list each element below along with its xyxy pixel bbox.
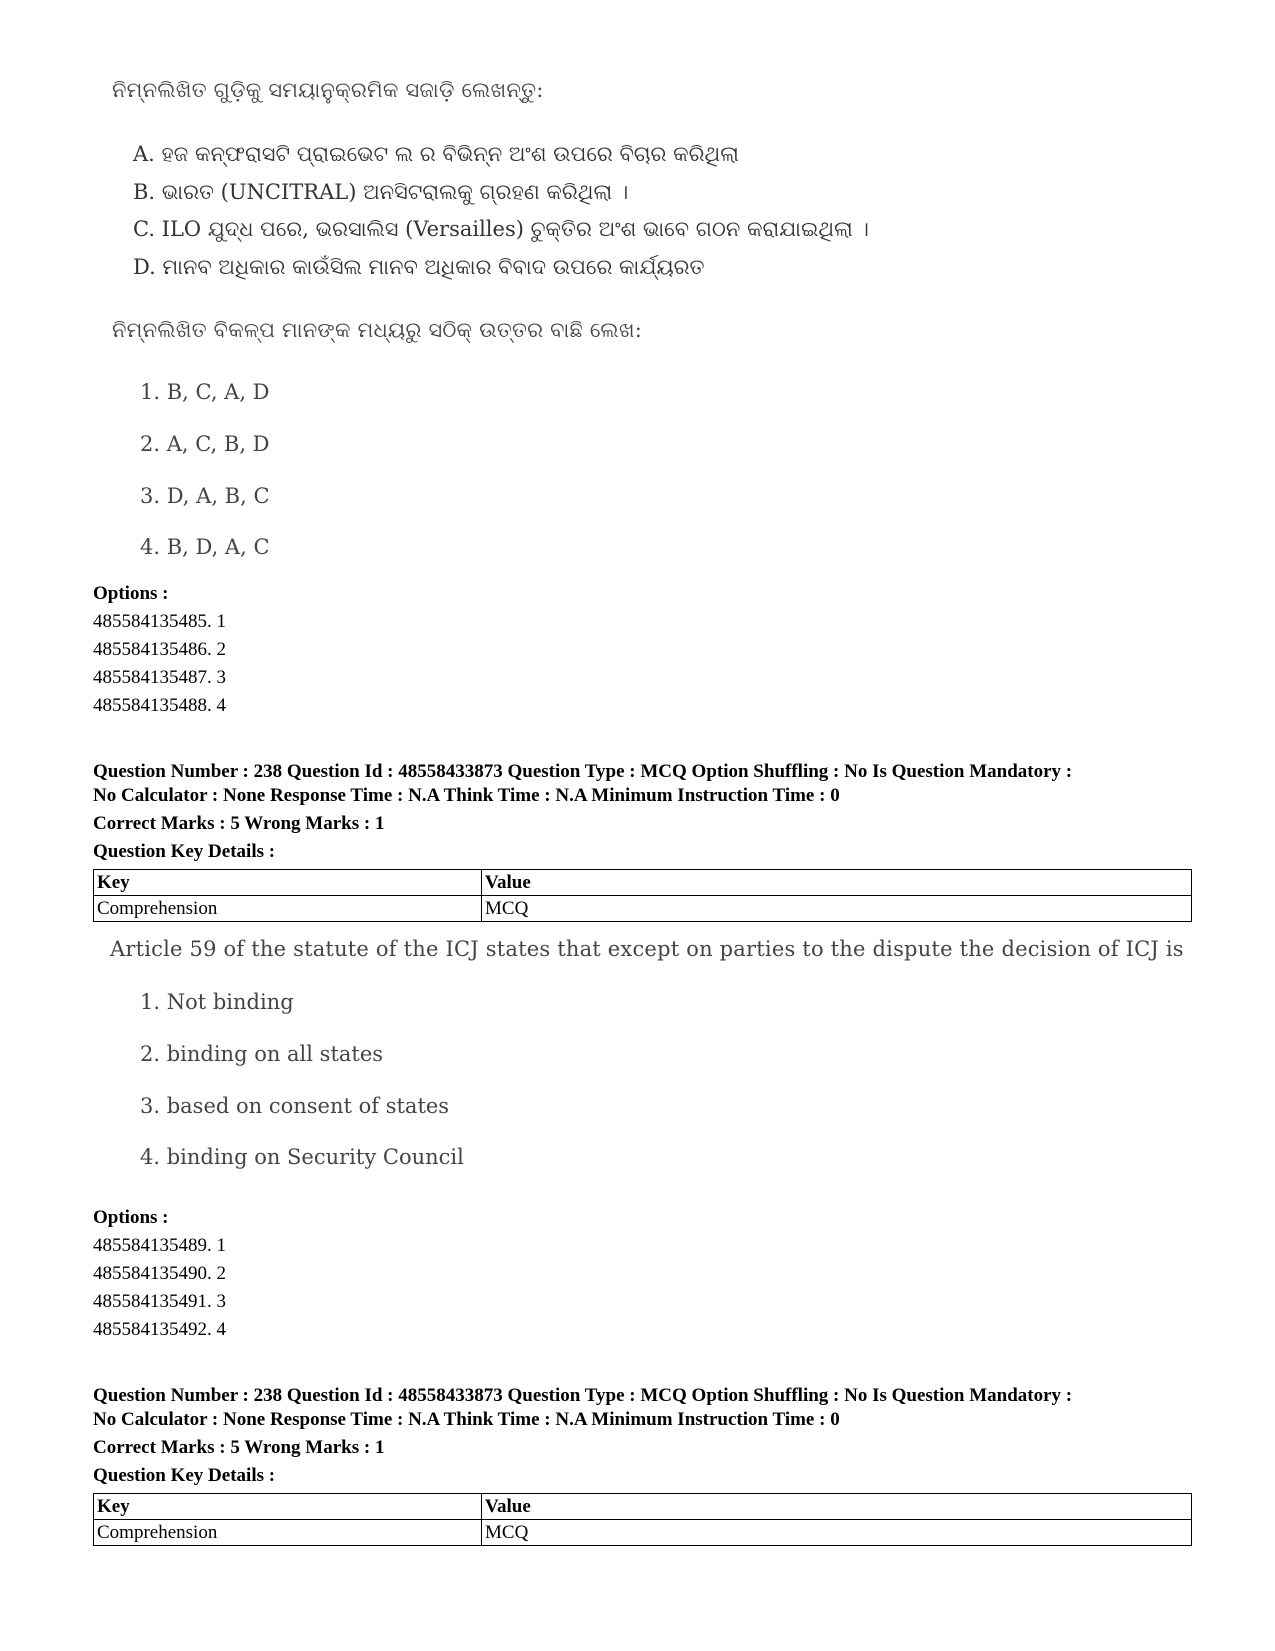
key-details-table-2 xyxy=(93,1493,1192,1546)
choice-4: 4. binding on Security Council xyxy=(140,1145,464,1169)
question-image-1 xyxy=(0,0,1275,560)
marks-line: Correct Marks : 5 Wrong Marks : 1 xyxy=(93,813,385,834)
options-heading: Options : xyxy=(93,1207,169,1228)
option-item: 485584135488. 4 xyxy=(93,695,226,716)
choice-2: 2. A, C, B, D xyxy=(140,432,270,456)
choice-2: 2. binding on all states xyxy=(140,1042,384,1066)
option-item: 485584135487. 3 xyxy=(93,667,226,688)
statement-d: D. ମାନବ ଅଧିକାର କାଉଁସିଲ ମାନବ ଅଧିକାର ବିବାଦ ଉପରେ କାର୍ଯ୍ୟରତ xyxy=(133,255,705,279)
choice-4: 4. B, D, A, C xyxy=(140,535,270,559)
key-details-heading: Question Key Details : xyxy=(93,1465,276,1486)
option-item: 485584135489. 1 xyxy=(93,1235,226,1256)
question-stem: ନିମ୍ନଲିଖିତ ଗୁଡ଼ିକୁ ସମୟାନୁକ୍ରମିକ ସଜାଡ଼ି ଲେଖନ୍ତୁ: xyxy=(112,78,544,102)
table-header-value: Value xyxy=(482,1494,1192,1520)
question-stem: Article 59 of the statute of the ICJ states that except on parties to the dispute the decision of ICJ is xyxy=(110,937,1184,961)
table-cell-key: Comprehension xyxy=(94,1520,482,1546)
choice-1: 1. Not binding xyxy=(140,990,294,1014)
table-header-value: Value xyxy=(482,870,1192,896)
table-cell-key: Comprehension xyxy=(94,896,482,922)
question-instruction: ନିମ୍ନଲିଖିତ ବିକଳ୍ପ ମାନଙ୍କ ମଧ୍ୟରୁ ସଠିକ୍ ଉତ୍ତର ବାଛି ଲେଖ: xyxy=(112,318,643,342)
choice-3: 3. based on consent of states xyxy=(140,1094,450,1118)
meta-line-2: No Calculator : None Response Time : N.A Think Time : N.A Minimum Instruction Time : 0 xyxy=(93,1409,840,1430)
meta-line-2: No Calculator : None Response Time : N.A Think Time : N.A Minimum Instruction Time : 0 xyxy=(93,785,840,806)
options-block-1 xyxy=(93,582,226,718)
table-header-key: Key xyxy=(94,870,482,896)
option-item: 485584135486. 2 xyxy=(93,639,226,660)
marks-line: Correct Marks : 5 Wrong Marks : 1 xyxy=(93,1437,385,1458)
options-heading: Options : xyxy=(93,583,169,604)
meta-line-1: Question Number : 238 Question Id : 48558433873 Question Type : MCQ Option Shuffling : No Is Question Mandatory : xyxy=(93,761,1073,782)
table-cell-value: MCQ xyxy=(482,896,1192,922)
statement-b: B. ଭାରତ (UNCITRAL) ଅନସିଟରାଲକୁ ଗ୍ରହଣ କରିଥିଲା । xyxy=(133,180,629,204)
choice-1: 1. B, C, A, D xyxy=(140,380,270,404)
question-meta-2 xyxy=(93,1384,1213,1488)
key-details-heading: Question Key Details : xyxy=(93,841,276,862)
table-header-key: Key xyxy=(94,1494,482,1520)
option-item: 485584135490. 2 xyxy=(93,1263,226,1284)
option-item: 485584135492. 4 xyxy=(93,1319,226,1340)
meta-line-1: Question Number : 238 Question Id : 48558433873 Question Type : MCQ Option Shuffling : No Is Question Mandatory : xyxy=(93,1385,1073,1406)
question-image-2 xyxy=(0,930,1275,1180)
statement-c: C. ILO ଯୁଦ୍ଧ ପରେ, ଭରସାଲିସ (Versailles) ଚୁକ୍ତିର ଅଂଶ ଭାବେ ଗଠନ କରାଯାଇଥିଲା । xyxy=(133,217,869,241)
option-item: 485584135485. 1 xyxy=(93,611,226,632)
option-item: 485584135491. 3 xyxy=(93,1291,226,1312)
table-cell-value: MCQ xyxy=(482,1520,1192,1546)
options-block-2 xyxy=(93,1206,226,1342)
statement-a: A. ହଜ କନ୍‌ଫରାସଟି ପ୍ରାଇଭେଟ ଲ ର ବିଭିନ୍ନ ଅଂଶ ଉପରେ ବିଚାର କରିଥିଲା xyxy=(133,142,739,166)
question-meta-1 xyxy=(93,760,1213,864)
key-details-table-1 xyxy=(93,869,1192,922)
choice-3: 3. D, A, B, C xyxy=(140,484,270,508)
